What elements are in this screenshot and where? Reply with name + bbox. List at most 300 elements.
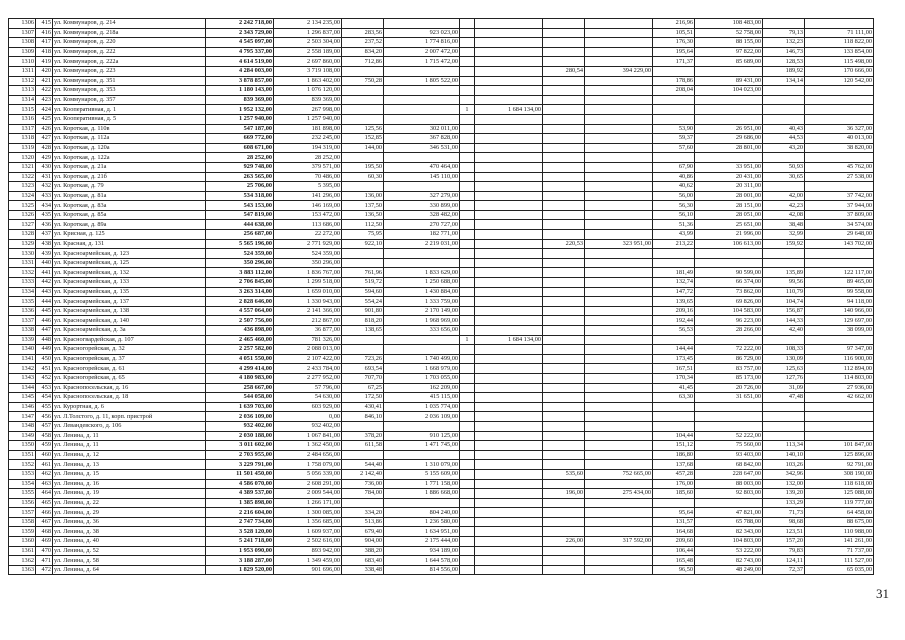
cell-col-area-2: 136,50 (342, 210, 384, 220)
cell-col-cost-2 (384, 66, 460, 76)
cell-col-area-2: 338,48 (342, 565, 384, 575)
cell-col-cost-5: 66 374,00 (695, 278, 763, 288)
cell-col-cost-5: 75 560,00 (695, 441, 763, 451)
cell-col-cost-1: 146 169,00 (274, 201, 342, 211)
cell-item-number: 435 (36, 210, 53, 220)
cell-col-area-6: 47,48 (763, 393, 805, 403)
cell-col-cost-1: 1 349 459,00 (274, 556, 342, 566)
cell-address: ул. Кооперативная, д. 5 (53, 114, 206, 124)
cell-col-cost-4 (585, 57, 653, 67)
cell-col-cost-4 (585, 306, 653, 316)
cell-col-area-6: 124,11 (763, 556, 805, 566)
cell-item-number: 453 (36, 383, 53, 393)
cell-col-count-3 (460, 326, 475, 336)
cell-col-cost-3 (475, 326, 543, 336)
cell-col-cost-3 (475, 210, 543, 220)
cell-row-number: 1363 (9, 565, 36, 575)
cell-item-number: 418 (36, 47, 53, 57)
table-row (9, 278, 874, 288)
cell-col-count-3 (460, 508, 475, 518)
cell-col-count-3 (460, 38, 475, 48)
cell-col-cost-6: 111 527,00 (805, 556, 874, 566)
table-row (9, 114, 874, 124)
cell-item-number: 429 (36, 153, 53, 163)
cell-col-area-2: 136,00 (342, 191, 384, 201)
cell-col-area-4 (543, 143, 585, 153)
table-row (9, 421, 874, 431)
cell-total-cost: 3 188 287,00 (206, 556, 274, 566)
cell-col-cost-3 (475, 239, 543, 249)
cell-col-area-6: 72,37 (763, 565, 805, 575)
cell-col-cost-5: 97 822,00 (695, 47, 763, 57)
cell-col-area-2: 712,86 (342, 57, 384, 67)
cell-col-area-2: 137,50 (342, 201, 384, 211)
cell-col-cost-4 (585, 220, 653, 230)
cell-col-area-6: 99,56 (763, 278, 805, 288)
cell-col-area-4 (543, 105, 585, 115)
cell-col-cost-4 (585, 297, 653, 307)
cell-col-cost-5: 28 266,00 (695, 326, 763, 336)
cell-col-cost-1: 2 141 366,00 (274, 306, 342, 316)
table-row (9, 431, 874, 441)
cell-col-cost-4 (585, 498, 653, 508)
cell-col-cost-1: 1 067 841,00 (274, 431, 342, 441)
cell-col-area-6: 144,33 (763, 316, 805, 326)
cell-col-cost-5: 28 151,00 (695, 201, 763, 211)
cell-address: ул. Ленина, д. 22 (53, 498, 206, 508)
cell-col-cost-4 (585, 345, 653, 355)
cell-col-cost-4 (585, 134, 653, 144)
cell-col-cost-6: 27 538,00 (805, 172, 874, 182)
cell-col-count-3 (460, 556, 475, 566)
table-row (9, 460, 874, 470)
cell-col-area-4 (543, 153, 585, 163)
cell-total-cost: 543 153,00 (206, 201, 274, 211)
cell-col-cost-5: 20 431,00 (695, 172, 763, 182)
cell-col-count-3 (460, 364, 475, 374)
cell-row-number: 1359 (9, 527, 36, 537)
cell-col-cost-6: 38 820,00 (805, 143, 874, 153)
cell-row-number: 1306 (9, 19, 36, 29)
cell-col-cost-6: 64 458,00 (805, 508, 874, 518)
cell-col-cost-2: 1 644 578,00 (384, 556, 460, 566)
cell-col-area-2 (342, 345, 384, 355)
cell-col-area-6 (763, 335, 805, 345)
cell-row-number: 1332 (9, 268, 36, 278)
table-row (9, 498, 874, 508)
cell-col-cost-5: 92 803,00 (695, 489, 763, 499)
cell-col-cost-6: 133 854,00 (805, 47, 874, 57)
cell-col-area-5: 208,04 (653, 86, 695, 96)
table-row (9, 508, 874, 518)
cell-col-area-5: 53,90 (653, 124, 695, 134)
cell-col-cost-6: 37 944,00 (805, 201, 874, 211)
cell-address: ул. Красногорейская, д. 65 (53, 373, 206, 383)
cell-col-cost-1: 2 502 616,00 (274, 537, 342, 547)
cell-col-area-2: 544,40 (342, 460, 384, 470)
cell-col-area-2 (342, 421, 384, 431)
cell-address: ул. Красногорейская, д. 32 (53, 345, 206, 355)
cell-col-cost-2 (384, 19, 460, 29)
cell-col-cost-6: 37 742,00 (805, 191, 874, 201)
cell-address: ул. Короткая, д. 112а (53, 134, 206, 144)
cell-total-cost: 28 252,00 (206, 153, 274, 163)
cell-col-area-6: 40,43 (763, 124, 805, 134)
cell-col-cost-5: 25 651,00 (695, 220, 763, 230)
cell-col-count-3 (460, 431, 475, 441)
cell-col-cost-5: 104 023,00 (695, 86, 763, 96)
cell-col-cost-3 (475, 412, 543, 422)
table-row (9, 556, 874, 566)
cell-address: ул. Короткая, д. 120а (53, 143, 206, 153)
cell-col-cost-5: 20 311,00 (695, 182, 763, 192)
cell-col-area-5: 40,86 (653, 172, 695, 182)
cell-address: ул. Красноармейская, д. 133 (53, 278, 206, 288)
cell-col-cost-2: 328 482,00 (384, 210, 460, 220)
cell-col-cost-3 (475, 28, 543, 38)
cell-item-number: 424 (36, 105, 53, 115)
cell-col-area-4: 226,00 (543, 537, 585, 547)
cell-col-cost-6 (805, 431, 874, 441)
cell-col-cost-2 (384, 182, 460, 192)
cell-col-cost-3 (475, 153, 543, 163)
cell-col-cost-5 (695, 95, 763, 105)
cell-total-cost: 839 369,00 (206, 95, 274, 105)
cell-row-number: 1338 (9, 326, 36, 336)
cell-total-cost: 2 216 604,00 (206, 508, 274, 518)
cell-col-cost-6: 140 966,00 (805, 306, 874, 316)
cell-item-number: 430 (36, 162, 53, 172)
cell-col-count-3 (460, 565, 475, 575)
cell-total-cost: 932 402,00 (206, 421, 274, 431)
cell-col-area-4 (543, 421, 585, 431)
cell-col-count-3 (460, 316, 475, 326)
cell-col-cost-2: 1 740 499,00 (384, 354, 460, 364)
cell-col-count-3 (460, 153, 475, 163)
cell-col-area-6 (763, 105, 805, 115)
cell-col-cost-6: 88 675,00 (805, 517, 874, 527)
cell-row-number: 1308 (9, 38, 36, 48)
cell-col-cost-1: 5 056 339,00 (274, 469, 342, 479)
table-row (9, 28, 874, 38)
cell-row-number: 1330 (9, 249, 36, 259)
cell-total-cost: 2 036 109,00 (206, 412, 274, 422)
cell-col-area-5: 41,45 (653, 383, 695, 393)
cell-col-area-2: 554,24 (342, 297, 384, 307)
cell-col-cost-3 (475, 450, 543, 460)
table-row (9, 345, 874, 355)
cell-col-cost-1: 379 571,00 (274, 162, 342, 172)
cell-address: ул. Ленина, д. 15 (53, 469, 206, 479)
cell-col-cost-1: 232 245,00 (274, 134, 342, 144)
cell-address: ул. Л.Толстого, д. 11, корп. пристрой (53, 412, 206, 422)
cell-col-area-2: 334,20 (342, 508, 384, 518)
cell-col-area-5: 43,99 (653, 230, 695, 240)
cell-row-number: 1355 (9, 489, 36, 499)
cell-col-cost-5 (695, 402, 763, 412)
cell-total-cost: 1 639 703,00 (206, 402, 274, 412)
cell-col-cost-3 (475, 124, 543, 134)
cell-col-cost-3 (475, 306, 543, 316)
cell-col-cost-6: 114 803,00 (805, 373, 874, 383)
cell-col-area-6: 104,74 (763, 297, 805, 307)
cell-total-cost: 3 229 791,00 (206, 460, 274, 470)
cell-col-area-4 (543, 556, 585, 566)
cell-col-cost-3 (475, 498, 543, 508)
cell-col-count-3 (460, 498, 475, 508)
page-number: 31 (876, 586, 889, 601)
cell-item-number: 457 (36, 421, 53, 431)
cell-item-number: 415 (36, 19, 53, 29)
cell-col-cost-4: 275 434,00 (585, 489, 653, 499)
cell-address: ул. Коммунаров, д. 218а (53, 28, 206, 38)
cell-col-cost-3 (475, 86, 543, 96)
cell-col-area-2 (342, 105, 384, 115)
cell-total-cost: 4 614 519,00 (206, 57, 274, 67)
cell-col-cost-2: 1 774 816,00 (384, 38, 460, 48)
cell-col-cost-2: 182 771,00 (384, 230, 460, 240)
cell-col-area-6: 157,20 (763, 537, 805, 547)
cell-col-area-2: 144,00 (342, 143, 384, 153)
cell-col-cost-4 (585, 354, 653, 364)
table-row (9, 38, 874, 48)
cell-col-area-5: 164,68 (653, 527, 695, 537)
cell-row-number: 1348 (9, 421, 36, 431)
cell-col-count-3 (460, 258, 475, 268)
cell-col-cost-6 (805, 86, 874, 96)
table-row (9, 47, 874, 57)
cell-col-area-4 (543, 47, 585, 57)
cell-col-area-4 (543, 460, 585, 470)
cell-col-area-5: 56,30 (653, 201, 695, 211)
cell-col-count-3 (460, 517, 475, 527)
cell-col-cost-3 (475, 316, 543, 326)
cell-col-cost-2: 2 036 109,00 (384, 412, 460, 422)
cell-col-count-3 (460, 201, 475, 211)
cell-col-area-5: 104,44 (653, 431, 695, 441)
cell-col-cost-5: 93 403,00 (695, 450, 763, 460)
cell-col-area-5: 186,80 (653, 450, 695, 460)
cell-col-cost-5: 20 726,00 (695, 383, 763, 393)
cell-address: ул. Красногорейская, д. 37 (53, 354, 206, 364)
cell-row-number: 1356 (9, 498, 36, 508)
cell-total-cost: 5 241 718,00 (206, 537, 274, 547)
cell-col-area-4 (543, 354, 585, 364)
cell-col-cost-4 (585, 258, 653, 268)
cell-col-area-2: 237,52 (342, 38, 384, 48)
cell-item-number: 423 (36, 95, 53, 105)
cell-total-cost: 4 545 097,00 (206, 38, 274, 48)
cell-col-cost-2 (384, 450, 460, 460)
table-row (9, 565, 874, 575)
cell-col-cost-5: 85 173,00 (695, 373, 763, 383)
table-row (9, 479, 874, 489)
cell-col-cost-6: 71 111,00 (805, 28, 874, 38)
cell-col-cost-5 (695, 114, 763, 124)
cell-total-cost: 3 528 120,00 (206, 527, 274, 537)
cell-col-count-3 (460, 402, 475, 412)
cell-item-number: 449 (36, 345, 53, 355)
cell-col-area-2: 846,10 (342, 412, 384, 422)
table-row (9, 546, 874, 556)
cell-col-area-6 (763, 153, 805, 163)
cell-address: ул. Красногорейская, д. 61 (53, 364, 206, 374)
cell-col-cost-6: 40 013,00 (805, 134, 874, 144)
cell-col-area-2: 784,00 (342, 489, 384, 499)
cell-col-area-5: 147,72 (653, 287, 695, 297)
cell-item-number: 447 (36, 326, 53, 336)
cell-total-cost: 25 706,00 (206, 182, 274, 192)
cell-col-area-6: 140,10 (763, 450, 805, 460)
cell-col-area-5: 67,90 (653, 162, 695, 172)
cell-col-count-3 (460, 354, 475, 364)
cell-col-cost-5: 82 343,00 (695, 527, 763, 537)
cell-col-area-2: 679,40 (342, 527, 384, 537)
cell-address: ул. Красноармейская, д. 125 (53, 258, 206, 268)
cell-row-number: 1335 (9, 297, 36, 307)
cell-col-cost-6: 120 542,00 (805, 76, 874, 86)
cell-col-cost-5 (695, 249, 763, 259)
cell-col-area-2: 723,26 (342, 354, 384, 364)
cell-col-count-3 (460, 134, 475, 144)
cell-col-area-6: 127,76 (763, 373, 805, 383)
cell-col-cost-6: 45 762,00 (805, 162, 874, 172)
cell-address: ул. Курортная, д. 6 (53, 402, 206, 412)
cell-col-count-3 (460, 393, 475, 403)
cell-col-cost-3 (475, 268, 543, 278)
cell-col-cost-6: 89 465,00 (805, 278, 874, 288)
cell-col-cost-5: 104 583,00 (695, 306, 763, 316)
cell-item-number: 452 (36, 373, 53, 383)
cell-col-cost-5: 85 689,00 (695, 57, 763, 67)
cell-col-area-5 (653, 105, 695, 115)
cell-col-cost-2 (384, 86, 460, 96)
cell-col-area-5: 132,74 (653, 278, 695, 288)
cell-col-cost-1: 113 686,00 (274, 220, 342, 230)
cell-col-area-4 (543, 527, 585, 537)
cell-col-cost-4 (585, 278, 653, 288)
cell-col-cost-1: 28 252,00 (274, 153, 342, 163)
cell-col-cost-2 (384, 95, 460, 105)
cell-col-cost-1: 2 484 656,00 (274, 450, 342, 460)
cell-col-cost-4 (585, 527, 653, 537)
cell-col-cost-1: 212 867,00 (274, 316, 342, 326)
cell-col-cost-1: 893 942,00 (274, 546, 342, 556)
cell-col-cost-6 (805, 249, 874, 259)
cell-col-cost-6: 122 117,00 (805, 268, 874, 278)
cell-col-area-4 (543, 278, 585, 288)
cell-col-area-5 (653, 249, 695, 259)
cell-col-cost-1: 1 266 171,00 (274, 498, 342, 508)
cell-col-cost-6: 116 900,00 (805, 354, 874, 364)
cell-col-count-3 (460, 306, 475, 316)
cell-col-area-5: 209,16 (653, 306, 695, 316)
cell-address: ул. Короткая, д. 83а (53, 201, 206, 211)
cell-col-area-4 (543, 57, 585, 67)
cell-col-area-6 (763, 402, 805, 412)
cell-col-cost-4 (585, 565, 653, 575)
cell-col-cost-5: 89 431,00 (695, 76, 763, 86)
cell-item-number: 441 (36, 268, 53, 278)
cell-col-cost-6: 101 847,00 (805, 441, 874, 451)
cell-row-number: 1313 (9, 86, 36, 96)
cell-item-number: 456 (36, 412, 53, 422)
cell-item-number: 445 (36, 306, 53, 316)
cell-row-number: 1350 (9, 441, 36, 451)
table-row (9, 364, 874, 374)
cell-col-count-3 (460, 287, 475, 297)
cell-row-number: 1341 (9, 354, 36, 364)
cell-col-area-4 (543, 335, 585, 345)
cell-address: ул. Коммунаров, д. 357 (53, 95, 206, 105)
cell-total-cost: 1 829 520,00 (206, 565, 274, 575)
cell-col-cost-6: 36 327,00 (805, 124, 874, 134)
cell-col-area-5 (653, 114, 695, 124)
cell-col-cost-6: 141 261,00 (805, 537, 874, 547)
cell-item-number: 451 (36, 364, 53, 374)
cell-col-area-6: 135,89 (763, 268, 805, 278)
cell-col-cost-1: 1 076 120,00 (274, 86, 342, 96)
cell-col-count-3 (460, 373, 475, 383)
cell-col-cost-3 (475, 441, 543, 451)
cell-col-cost-3 (475, 201, 543, 211)
cell-item-number: 416 (36, 28, 53, 38)
cell-col-cost-5: 26 951,00 (695, 124, 763, 134)
cell-col-cost-1: 3 719 108,00 (274, 66, 342, 76)
cell-col-area-5: 173,45 (653, 354, 695, 364)
cell-col-count-3 (460, 412, 475, 422)
cell-address: ул. Коммунаров, д. 351 (53, 76, 206, 86)
cell-item-number: 471 (36, 556, 53, 566)
cell-col-area-2: 834,20 (342, 47, 384, 57)
cell-col-count-3 (460, 469, 475, 479)
cell-total-cost: 4 557 064,00 (206, 306, 274, 316)
cell-col-cost-4 (585, 124, 653, 134)
cell-col-cost-6: 118 822,00 (805, 38, 874, 48)
cell-col-cost-3 (475, 565, 543, 575)
cell-item-number: 461 (36, 460, 53, 470)
cell-col-cost-4 (585, 182, 653, 192)
cell-col-area-4 (543, 95, 585, 105)
cell-col-area-6: 108,33 (763, 345, 805, 355)
cell-col-cost-4 (585, 19, 653, 29)
cell-row-number: 1312 (9, 76, 36, 86)
cell-col-cost-2: 1 886 668,00 (384, 489, 460, 499)
cell-col-area-4: 280,54 (543, 66, 585, 76)
cell-address: ул. Короткая, д. 79 (53, 182, 206, 192)
cell-col-cost-2: 1 471 745,00 (384, 441, 460, 451)
cell-col-cost-1: 1 362 450,00 (274, 441, 342, 451)
cell-col-cost-6: 308 190,00 (805, 469, 874, 479)
cell-col-cost-6 (805, 402, 874, 412)
cell-col-count-3 (460, 537, 475, 547)
cell-total-cost: 3 878 857,00 (206, 76, 274, 86)
cell-col-area-2: 693,54 (342, 364, 384, 374)
cell-col-cost-5 (695, 421, 763, 431)
cell-col-area-4 (543, 76, 585, 86)
cell-col-area-4 (543, 287, 585, 297)
cell-total-cost: 3 263 314,00 (206, 287, 274, 297)
cell-col-area-2 (342, 335, 384, 345)
cell-col-cost-3 (475, 220, 543, 230)
cell-col-area-5: 185,60 (653, 489, 695, 499)
cell-address: ул. Ленина, д. 11 (53, 431, 206, 441)
cell-row-number: 1362 (9, 556, 36, 566)
cell-col-cost-2: 1 250 688,00 (384, 278, 460, 288)
table-row (9, 162, 874, 172)
cell-col-cost-2: 1 703 055,00 (384, 373, 460, 383)
cell-col-area-5: 105,51 (653, 28, 695, 38)
